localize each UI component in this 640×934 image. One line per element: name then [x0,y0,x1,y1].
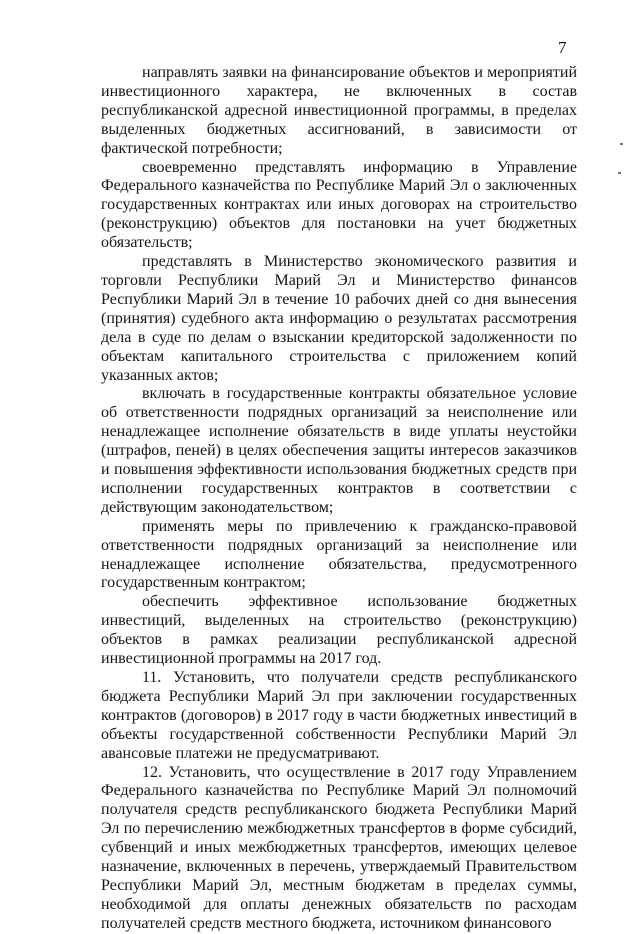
paragraph-civil-liability: применять меры по привлечению к гражданско-правовой ответственности подрядных организаций за неисполнение или ненадлежащее исполнение обязательства, предусмотренного государственным контрактом; [101,517,577,592]
paragraph-item-11: 11. Установить, что получатели средств республиканского бюджета Республики Марий Эл при заключении государственных контрактов (договоров) в 2017 году в части бюджетных инвестиций в объекты государственной собственности Республики Марий Эл авансовые платежи не предусматривают. [101,669,577,762]
paragraph-submit-applications: направлять заявки на финансирование объектов и мероприятий инвестиционного характера, не включенных в состав республиканской адресной инвестиционной программы, в пределах выделенных бюджетных ассигнований, в зависимости от фактической потребности; [101,64,577,157]
margin-mark [620,143,623,145]
document-body [101,64,577,934]
margin-mark [618,172,621,174]
paragraph-court-information: представлять в Министерство экономического развития и торговли Республики Марий Эл и Министерство финансов Республики Марий Эл в течение 10 рабочих дней со дня вынесения (принятия) судебного акта информацию о результатах рассмотрения дела в суде по делам о взыскании кредиторской задолженности по объектам капитального строительства с приложением копий указанных актов; [101,253,577,384]
paragraph-item-12: 12. Установить, что осуществление в 2017 году Управлением Федерального казначейства по Республике Марий Эл полномочий получателя средств республиканского бюджета Республики Марий Эл по перечислению межбюджетных трансфертов в форме субсидий, субвенций и иных межбюджетных трансфертов, имеющих целевое назначение, включенных в перечень, утверждаемый Правительством Республики Марий Эл, местным бюджетам в пределах суммы, необходимой для оплаты денежных обязательств по расходам получателей средств местного бюджета, источником финансового [101,763,577,932]
page-number: 7 [558,38,567,57]
paragraph-effective-use: обеспечить эффективное использование бюджетных инвестиций, выделенных на строительство (реконструкцию) объектов в рамках реализации республиканской адресной инвестиционной программы на 2017 год. [101,593,577,668]
paragraph-report-contracts: своевременно представлять информацию в Управление Федерального казначейства по Республике Марий Эл о заключенных государственных контрактах или иных договорах на строительство (реконструкцию) объектов для постановки на учет бюджетных обязательств; [101,158,577,252]
paragraph-contract-liability: включать в государственные контракты обязательное условие об ответственности подрядных организаций за неисполнение или ненадлежащее исполнение обязательств в виде уплаты неустойки (штрафов, пеней) в целях обеспечения защиты интересов заказчиков и повышения эффективности использования бюджетных средств при исполнении государственных контрактов в соответствии с действующим законодательством; [101,385,577,516]
